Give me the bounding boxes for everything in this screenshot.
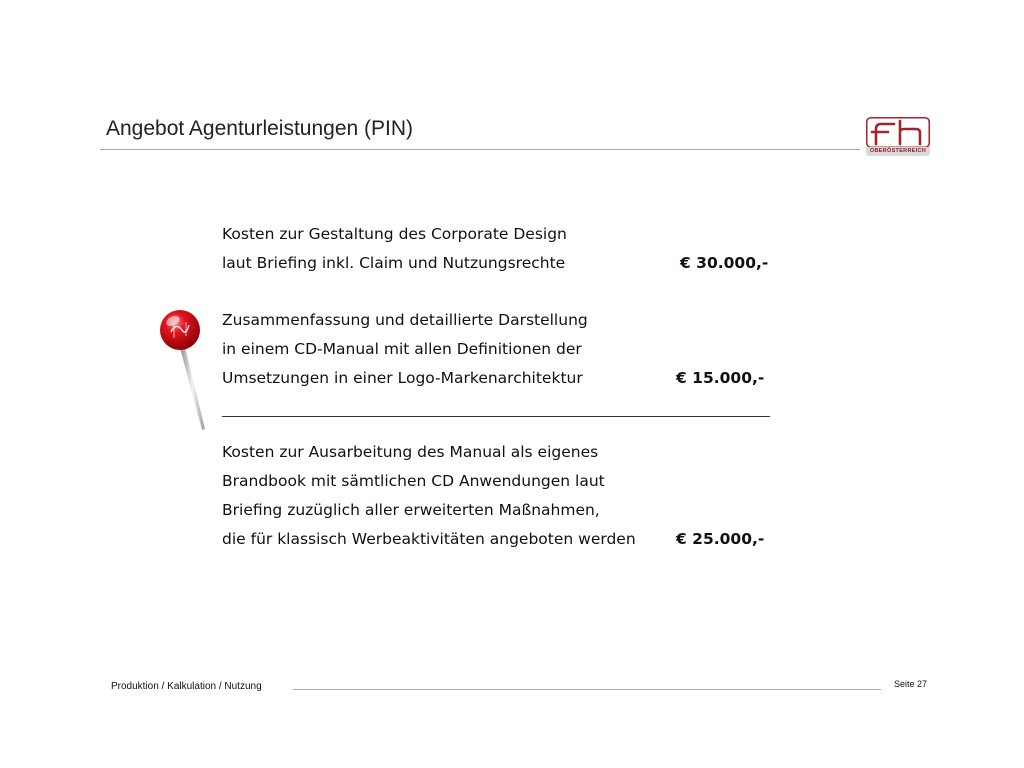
push-pin-icon xyxy=(158,308,214,434)
item-3-line-1: Kosten zur Ausarbeitung des Manual als eigenes xyxy=(222,443,599,461)
fh-logo-icon xyxy=(866,117,930,148)
item-1-line-2: laut Briefing inkl. Claim und Nutzungsrechte xyxy=(222,254,566,272)
title-divider xyxy=(100,149,860,150)
item-3-line-2: Brandbook mit sämtlichen CD Anwendungen laut xyxy=(222,472,605,490)
item-3-description xyxy=(222,438,636,554)
page-number: Seite 27 xyxy=(894,679,928,689)
footer-section-label: Produktion / Kalkulation / Nutzung xyxy=(111,681,262,692)
item-2-line-1: Zusammenfassung und detaillierte Darstellung xyxy=(222,311,588,329)
logo-subtitle: OBERÖSTERREICH xyxy=(866,147,930,156)
item-2-line-2: in einem CD-Manual mit allen Definitionen der xyxy=(222,340,582,358)
item-3-line-3: Briefing zuzüglich aller erweiterten Maßnahmen, xyxy=(222,501,600,519)
item-2-price: € 15.000,- xyxy=(676,369,765,387)
item-2-line-3: Umsetzungen in einer Logo-Markenarchitektur xyxy=(222,369,583,387)
page-title: Angebot Agenturleistungen (PIN) xyxy=(106,117,414,140)
item-1-price: € 30.000,- xyxy=(680,254,769,272)
fh-logo xyxy=(866,117,930,157)
footer-divider xyxy=(293,689,881,690)
item-3-price: € 25.000,- xyxy=(676,530,765,548)
item-3-line-4: die für klassisch Werbeaktivitäten angeboten werden xyxy=(222,530,636,548)
item-1-description xyxy=(222,220,567,278)
item-2-description xyxy=(222,306,588,393)
section-separator xyxy=(222,416,770,417)
item-1-line-1: Kosten zur Gestaltung des Corporate Design xyxy=(222,225,567,243)
